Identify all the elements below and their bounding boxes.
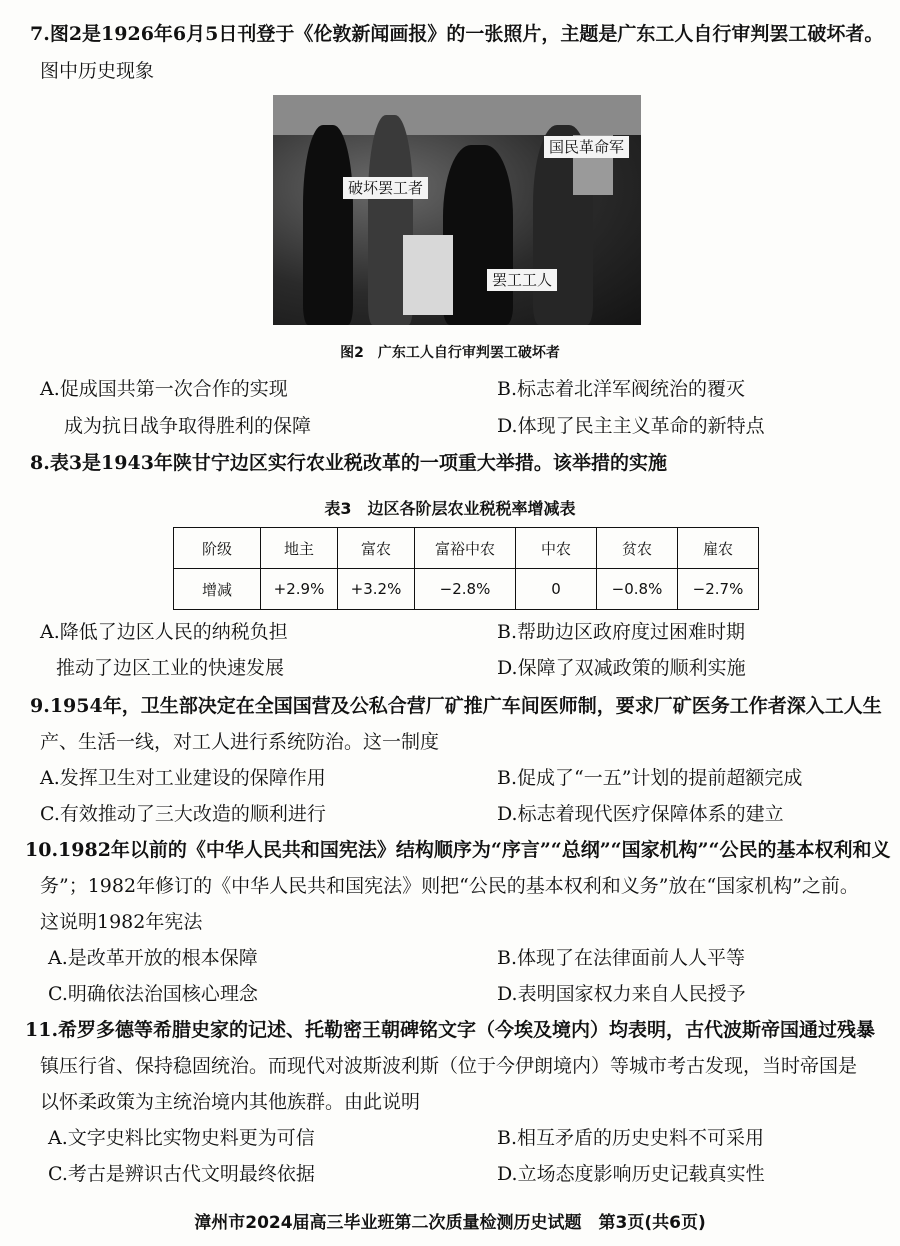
- photo-label-strikebreakers: 破坏罢工者: [343, 177, 428, 199]
- q10-option-d: D.表明国家权力来自人民授予: [497, 983, 746, 1005]
- table-caption: 表3 边区各阶层农业税税率增减表: [324, 499, 576, 518]
- table-cell-class: 贫农: [597, 528, 678, 569]
- q7-stem-line2: 图中历史现象: [40, 60, 155, 82]
- q9-option-b: B.促成了“一五”计划的提前超额完成: [497, 767, 803, 789]
- table-row-class: [174, 528, 759, 569]
- q7-option-a: A.促成国共第一次合作的实现: [40, 378, 288, 400]
- table-cell-change: +2.9%: [261, 569, 338, 610]
- q9-option-c: C.有效推动了三大改造的顺利进行: [40, 803, 326, 825]
- q11-option-c: C.考古是辨识古代文明最终依据: [48, 1163, 315, 1185]
- q9-stem-line2: 产、生活一线，对工人进行系统防治。这一制度: [40, 731, 440, 753]
- q11-option-b: B.相互矛盾的历史史料不可采用: [497, 1127, 765, 1149]
- q10-option-a: A.是改革开放的根本保障: [48, 947, 258, 969]
- q10-option-b: B.体现了在法律面前人人平等: [497, 947, 746, 969]
- table-cell-change: −2.8%: [415, 569, 516, 610]
- q11-option-a: A.文字史料比实物史料更为可信: [48, 1127, 315, 1149]
- table-cell-change: +3.2%: [338, 569, 415, 610]
- q11-stem-line2: 镇压行省、保持稳固统治。而现代对波斯波利斯（位于今伊朗境内）等城市考古发现，当时帝国是: [40, 1055, 858, 1077]
- q8-option-a: A.降低了边区人民的纳税负担: [40, 621, 288, 643]
- q7-photo: [273, 95, 641, 325]
- table-cell-class: 雇农: [678, 528, 759, 569]
- tax-rate-table: [173, 527, 759, 610]
- q10-stem-line3: 这说明1982年宪法: [40, 911, 203, 933]
- table-row-change: [174, 569, 759, 610]
- q7-stem-line1: 7.图2是1926年6月5日刊登于《伦敦新闻画报》的一张照片，主题是广东工人自行审判罢工破坏者。: [30, 23, 884, 45]
- page-footer: 漳州市2024届高三毕业班第二次质量检测历史试题 第3页(共6页): [194, 1213, 706, 1233]
- table-cell-change: −2.7%: [678, 569, 759, 610]
- table-cell-class: 地主: [261, 528, 338, 569]
- q10-stem-line1: 10.1982年以前的《中华人民共和国宪法》结构顺序为“序言”“总纲”“国家机构”“公民的基本权利和义: [25, 839, 891, 861]
- table-cell-class: 中农: [516, 528, 597, 569]
- q11-stem-line3: 以怀柔政策为主统治境内其他族群。由此说明: [40, 1091, 421, 1113]
- q10-option-c: C.明确依法治国核心理念: [48, 983, 258, 1005]
- q9-stem-line1: 9.1954年，卫生部决定在全国国营及公私合营厂矿推广车间医师制，要求厂矿医务工作者深入工人生: [30, 695, 882, 717]
- q7-option-b: B.标志着北洋军阀统治的覆灭: [497, 378, 746, 400]
- table-cell-change: −0.8%: [597, 569, 678, 610]
- q8-option-c: 推动了边区工业的快速发展: [56, 657, 285, 679]
- q10-stem-line2: 务”；1982年修订的《中华人民共和国宪法》则把“公民的基本权利和义务”放在“国家机构”之前。: [40, 875, 859, 897]
- table-cell-class: 富农: [338, 528, 415, 569]
- q7-option-c: 成为抗日战争取得胜利的保障: [64, 415, 312, 437]
- photo-label-national-army: 国民革命军: [544, 136, 629, 158]
- q11-stem-line1: 11.希罗多德等希腊史家的记述、托勒密王朝碑铭文字（今埃及境内）均表明，古代波斯帝国通过残暴: [25, 1019, 876, 1041]
- q9-option-d: D.标志着现代医疗保障体系的建立: [497, 803, 784, 825]
- q8-option-d: D.保障了双减政策的顺利实施: [497, 657, 746, 679]
- q11-option-d: D.立场态度影响历史记载真实性: [497, 1163, 765, 1185]
- table-header-class: 阶级: [174, 528, 261, 569]
- photo-label-strikers: 罢工工人: [487, 269, 557, 291]
- table-cell-class: 富裕中农: [415, 528, 516, 569]
- q8-option-b: B.帮助边区政府度过困难时期: [497, 621, 746, 643]
- q9-option-a: A.发挥卫生对工业建设的保障作用: [40, 767, 326, 789]
- q7-option-d: D.体现了民主主义革命的新特点: [497, 415, 765, 437]
- table-header-change: 增减: [174, 569, 261, 610]
- figure-caption: 图2 广东工人自行审判罢工破坏者: [340, 345, 560, 361]
- table-cell-change: 0: [516, 569, 597, 610]
- q8-stem: 8.表3是1943年陕甘宁边区实行农业税改革的一项重大举措。该举措的实施: [30, 452, 667, 474]
